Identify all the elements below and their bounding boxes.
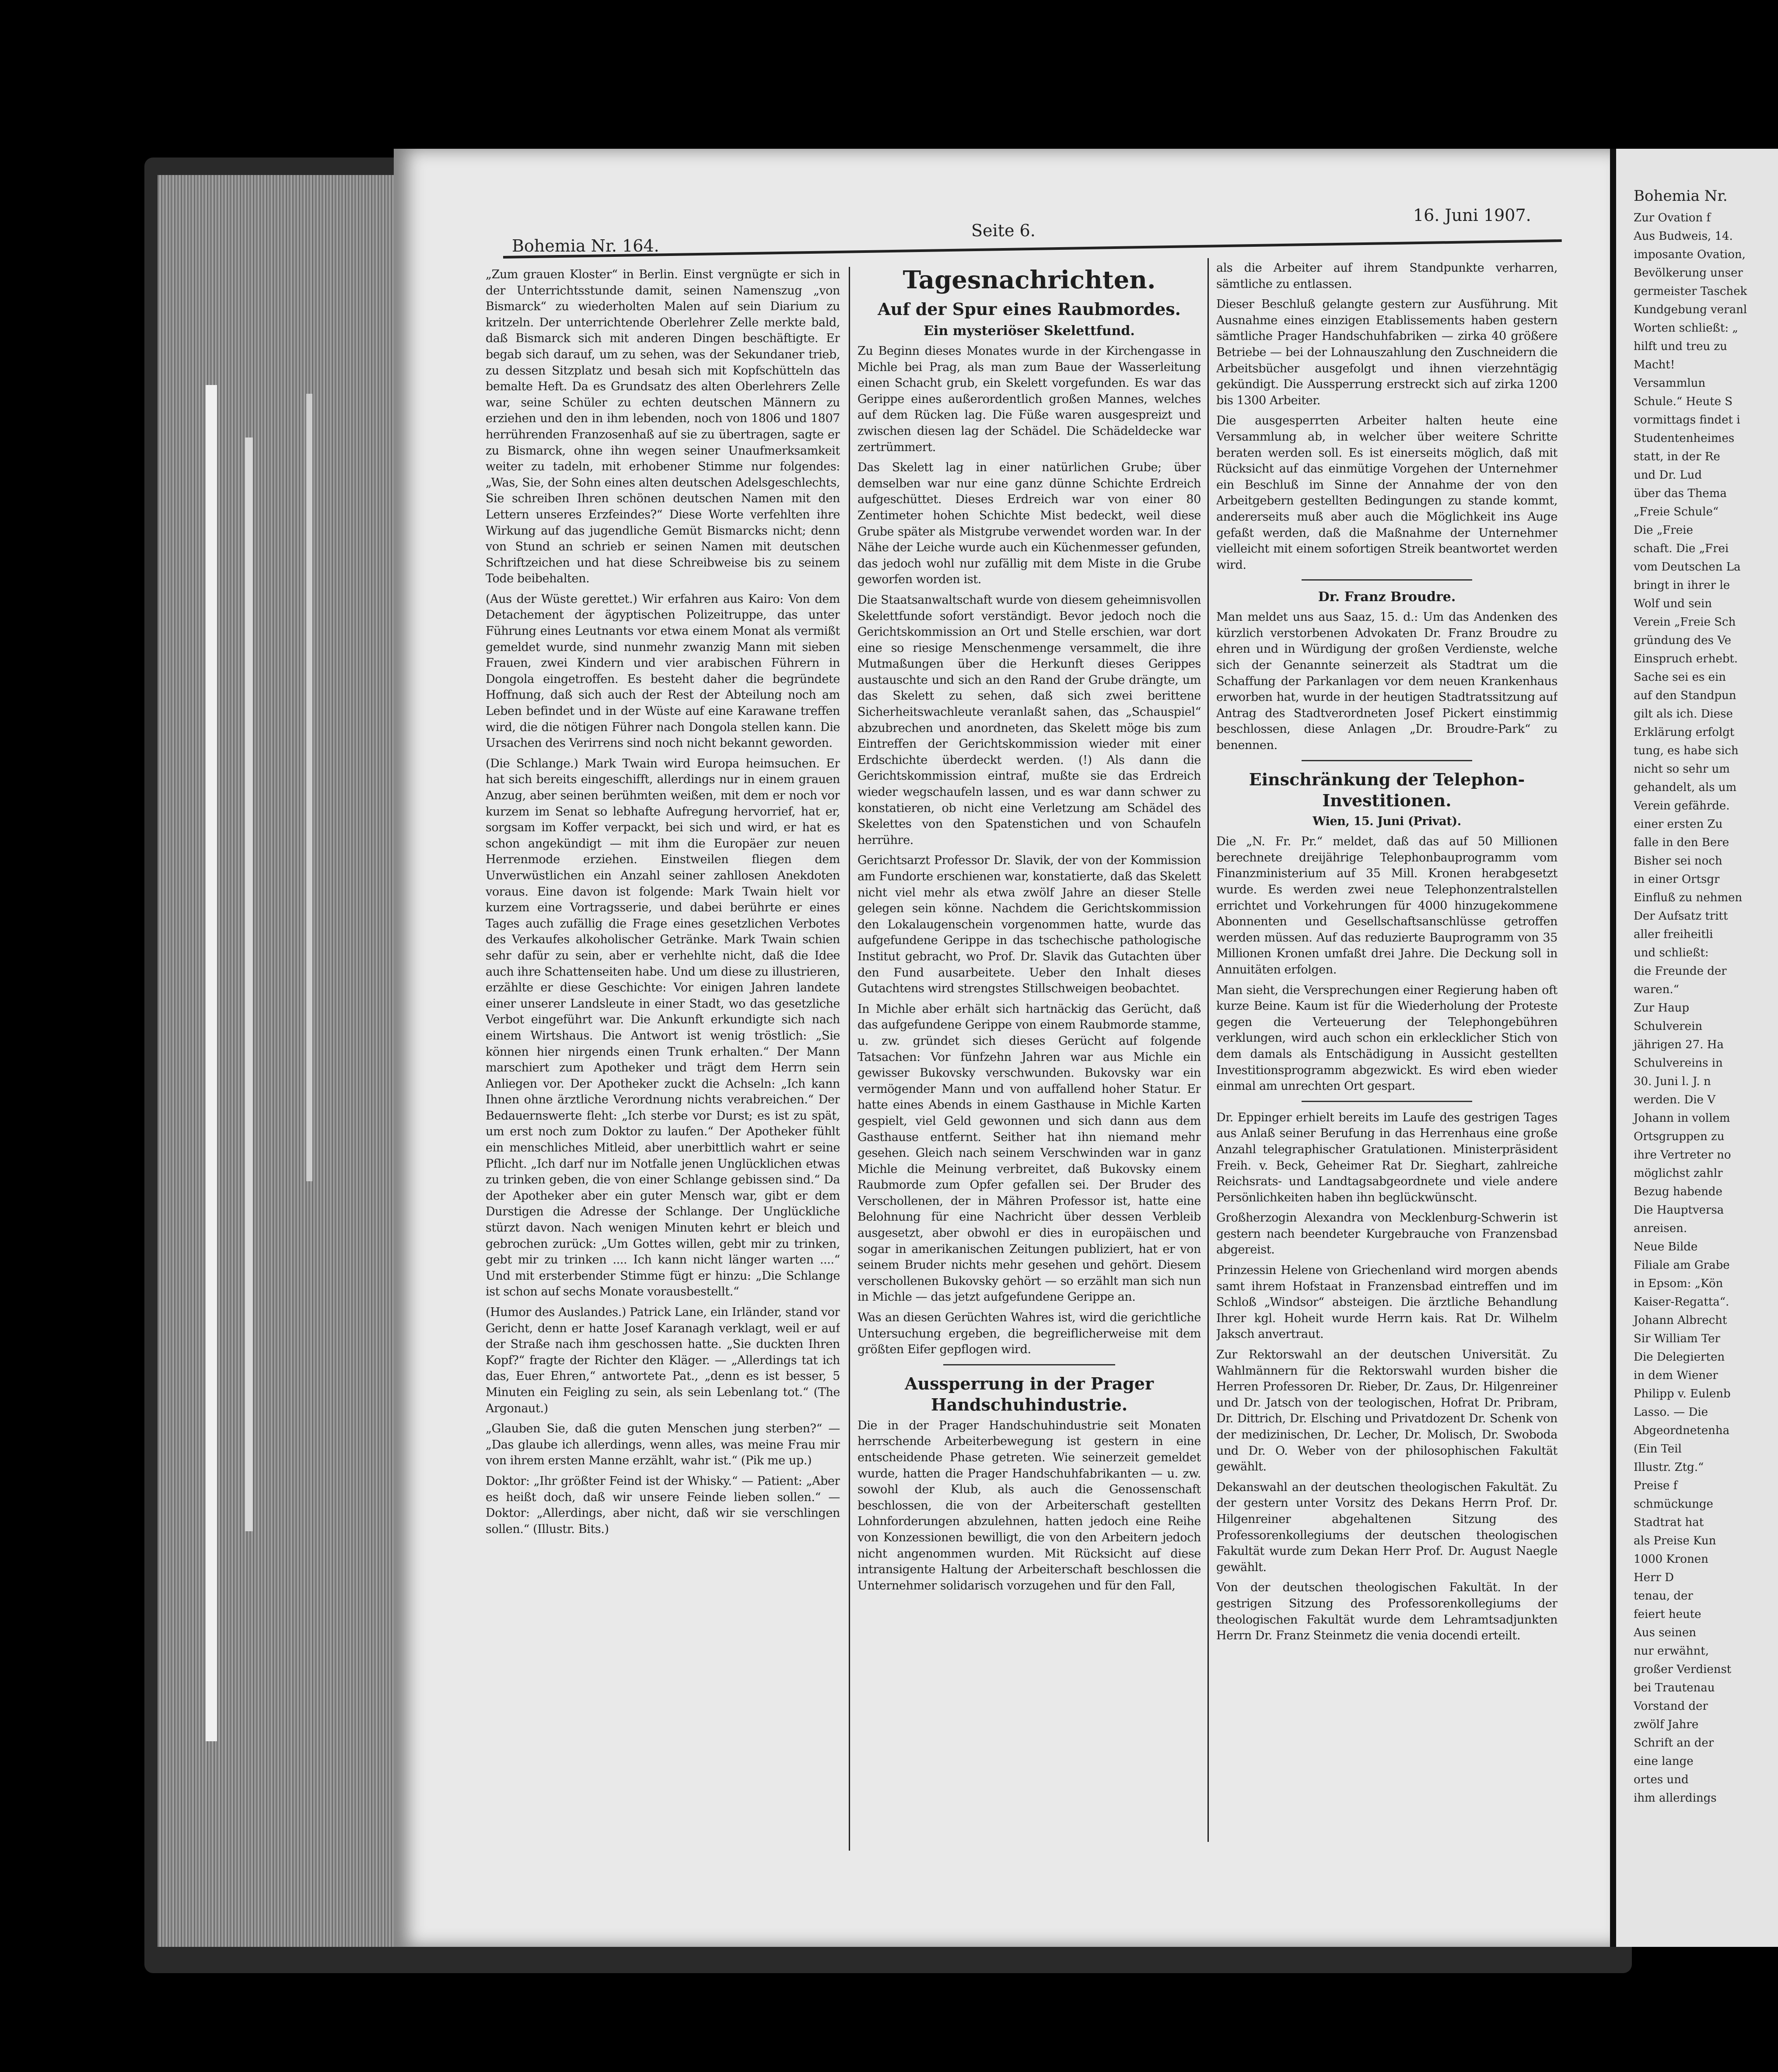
adjacent-page-line: bei Trautenau (1634, 1681, 1715, 1694)
adjacent-page-line: und Dr. Lud (1634, 469, 1702, 482)
article-paragraph: (Die Schlange.) Mark Twain wird Europa heimsuchen. Er hat sich bereits eingeschifft, allerdings nur in einem grauen Anzug, aber seinen berühmten weißen, mit dem er noch vor kurzem im Senat so lebhafte Aufregung hervorrief, hat er, sorgsam im Koffer verpackt, bei sich und wird, er hat es schon angekündigt — mit ihm die Europäer zur neuen Herrenmode erziehen. Einstweilen fliegen dem Unverwüstlichen ein Anzahl seiner zahllosen Anekdoten voraus. Eine davon ist folgende: Mark Twain hielt vor kurzem eine Vortragsserie, und dabei berührte er eines Tages auch zufällig die Frage eines gesetzlichen Verbotes des Verkaufes alkoholischer Getränke. Mark Twain schien sehr dafür zu sein, aber er verhehlte nicht, daß die Idee auch ihre Schattenseiten habe. Und um diese zu illustrieren, erzählte er diese Geschichte: Vor einigen Jahren landete einer unserer Landsleute in einer Stadt, wo das gesetzliche Verbot eingeführt war. Die Ankunft erkundigte sich nach einem Wirtshaus. Die Antwort ist wenig tröstlich: „Sie können hier nirgends einen Trunk erhalten.“ Der Mann marschiert zum Apotheker und trägt dem Herrn sein Anliegen vor. Der Apotheker zuckt die Achseln: „Ich kann Ihnen ohne ärztliche Verordnung nichts verabreichen.“ Der Bedauernswerte fleht: „Ich sterbe vor Durst; es ist zu spät, um erst noch zum Doktor zu laufen.“ Der Apotheker fühlt ein menschliches Mitleid, aber unerbittlich wahrt er seine Pflicht. „Ich darf nur im Notfalle jenen Unglücklichen etwas zu trinken geben, die von einer Schlange gebissen sind.“ Da der Apotheker aber ein guter Mensch war, gibt er dem Durstigen die Adresse der Schlange. Der Unglückliche stürzt davon. Nach wenigen Minuten kehrt er bleich und gebrochen zurück: „Um Gottes willen, gebt mir zu trinken, gebt mir zu trinken .... Ich kann nicht länger warten ....“ Und mit ersterbender Stimme fügt er hinzu: „Die Schlange ist schon auf sechs Monate vorausbestellt.“ (486, 756, 840, 1299)
page-edges (158, 175, 402, 1947)
adjacent-page-line: Macht! (1634, 358, 1675, 371)
adjacent-page-line: ihre Vertreter no (1634, 1148, 1731, 1162)
adjacent-page-line: ihm allerdings (1634, 1792, 1717, 1805)
adjacent-page-line: vormittags findet i (1634, 413, 1740, 427)
adjacent-page-line: Schulverein (1634, 1020, 1703, 1033)
adjacent-page-line: eine lange (1634, 1755, 1694, 1768)
adjacent-page-line: Die Delegierten (1634, 1351, 1725, 1364)
adjacent-page-line: in Epsom: „Kön (1634, 1277, 1723, 1290)
article-paragraph: Von der deutschen theologischen Fakultät. In der gestrigen Sitzung des Professorenkollegiums der theologischen Fakultät wurde dem Lehramtsadjunkten Herrn Dr. Franz Steinmetz die venia docendi erteilt. (1216, 1581, 1558, 1643)
paper-name: Bohemia Nr. 164. (512, 236, 659, 256)
article-paragraph: Zu Beginn dieses Monates wurde in der Kirchengasse in Michle bei Prag, als man zum Baue der Wasserleitung einen Schacht grub, ein Skelett vorgefunden. Es war das Gerippe eines außerordentlich großen Mannes, welches auf dem Rücken lag. Die Füße waren ausgespreizt und zwischen diesen lag der Schädel. Die Schädeldecke war zertrümmert. (858, 344, 1201, 454)
article-headline: Einschränkung der Telephon-Investitionen. (1249, 769, 1525, 810)
adjacent-page-line: Die „Freie (1634, 524, 1693, 537)
adjacent-page-line: Einfluß zu nehmen (1634, 891, 1743, 904)
adjacent-page-line: vom Deutschen La (1634, 560, 1741, 574)
section-title: Tagesnachrichten. (903, 266, 1156, 294)
adjacent-page-line: werden. Die V (1634, 1093, 1715, 1106)
article-paragraph: „Glauben Sie, daß die guten Menschen jung sterben?“ — „Das glaube ich allerdings, wenn alles, was meine Frau mir von ihrem ersten Manne erzählt, wahr ist.“ (Pik me up.) (486, 1422, 840, 1468)
adjacent-page-line: tung, es habe sich (1634, 744, 1739, 757)
adjacent-page-line: Ortsgruppen zu (1634, 1130, 1725, 1143)
adjacent-page-line: hilft und treu zu (1634, 340, 1727, 353)
adjacent-page-line: Erklärung erfolgt (1634, 726, 1735, 739)
column-2 (858, 265, 1201, 1857)
adjacent-page-line: Verein gefährde. (1634, 799, 1730, 812)
article-paragraph: Die Staatsanwaltschaft wurde von diesem geheimnisvollen Skelettfunde sofort verständigt. Bevor jedoch noch die Gerichtskommission an Ort und Stelle erschien, war dort eine so riesige Menschenmenge versammelt, die ihre Mutmaßungen über die Herkunft dieses Gerippes austauschte und sich an den Rand der Grube drängte, um das Skelett zu sehen, daß sich zwei berittene Sicherheitswachleute veranlaßt sahen, das „Schauspiel“ abzubrechen und anordneten, das Skelett möge bis zum Eintreffen der Gerichtskommission wieder mit einer Erdschichte überdeckt werden. (!) Als dann die Gerichtskommission eintraf, mußte sie das Erdreich wieder wegschaufeln lassen, und es war dann schwer zu konstatieren, ob nicht eine Verletzung am Schädel des Skelettes von den Spatenstichen und von Schaufeln herrühre. (858, 593, 1201, 847)
page-number: Seite 6. (971, 221, 1036, 240)
adjacent-page-line: anreisen. (1634, 1222, 1687, 1235)
adjacent-page-line: Studentenheimes (1634, 432, 1735, 445)
adjacent-page-line: Kundgebung veranl (1634, 303, 1747, 316)
adjacent-page-line: über das Thema (1634, 487, 1727, 500)
adjacent-page-line: Illustr. Ztg.“ (1634, 1461, 1704, 1474)
article-headline: Dr. Franz Broudre. (1318, 589, 1456, 605)
adjacent-page-text (1634, 188, 1778, 1809)
header-rule (503, 239, 1562, 259)
adjacent-page-line: Schrift an der (1634, 1736, 1714, 1750)
adjacent-page-line: ortes und (1634, 1773, 1689, 1786)
adjacent-page-line: Schule.“ Heute S (1634, 395, 1733, 408)
adjacent-page-line: Neue Bilde (1634, 1240, 1698, 1253)
article-divider (1302, 760, 1472, 761)
adjacent-page-line: einer ersten Zu (1634, 818, 1723, 831)
adjacent-page-line: bringt in ihrer le (1634, 579, 1730, 592)
adjacent-page-line: germeister Taschek (1634, 285, 1747, 298)
adjacent-page-line: in dem Wiener (1634, 1369, 1718, 1382)
article-divider (943, 1364, 1115, 1365)
adjacent-page-line: zwölf Jahre (1634, 1718, 1699, 1731)
adjacent-page-line: Bevölkerung unser (1634, 266, 1743, 280)
article-paragraph: Man sieht, die Versprechungen einer Regierung haben oft kurze Beine. Kaum ist für die Wiederholung der Proteste gegen die Verteuerung der Telephongebühren verklungen, wird auch schon ein erklecklicher Stich von dem damals als Entschädigung in Aussicht gestellten Investitionsprogramm abgezwickt. Es wird eben wieder einmal am unrechten Ort gespart. (1216, 983, 1558, 1093)
adjacent-page-line: schmückunge (1634, 1498, 1713, 1511)
adjacent-page-line: Zur Ovation f (1634, 211, 1711, 224)
adjacent-page-line: Filiale am Grabe (1634, 1259, 1730, 1272)
adjacent-page-line: falle in den Bere (1634, 836, 1729, 849)
adjacent-page-line: Wolf und sein (1634, 597, 1712, 610)
adjacent-page-line: gilt als ich. Diese (1634, 707, 1733, 721)
article-subheadline: Ein mysteriöser Skelettfund. (924, 323, 1135, 339)
adjacent-page-line: 30. Juni l. J. n (1634, 1075, 1711, 1088)
adjacent-page-line: Die Hauptversa (1634, 1204, 1724, 1217)
adjacent-page-line: gründung des Ve (1634, 634, 1732, 647)
adjacent-page-line: Aus seinen (1634, 1626, 1697, 1639)
page-edge-highlight (306, 394, 312, 1181)
article-paragraph: Dr. Eppinger erhielt bereits im Laufe des gestrigen Tages aus Anlaß seiner Berufung in das Herrenhaus eine große Anzahl telegraphischer Gratulationen. Ministerpräsident Freih. v. Beck, Geheimer Rat Dr. Sieghart, zahlreiche Reichsrats- und Landtagsabgeordnete und viele andere Persönlichkeiten haben ihn beglückwünscht. (1216, 1110, 1558, 1204)
adjacent-page-line: möglichst zahlr (1634, 1167, 1723, 1180)
adjacent-page-line: schaft. Die „Frei (1634, 542, 1729, 555)
adjacent-page-line: Einspruch erhebt. (1634, 652, 1738, 665)
article-dateline: Wien, 15. Juni (Privat). (1312, 814, 1461, 828)
article-paragraph: (Humor des Auslandes.) Patrick Lane, ein Irländer, stand vor Gericht, denn er hatte Josef Karanagh verklagt, weil er auf der Straße nach ihm geschossen hatte. „Sie duckten Ihren Kopf?“ fragte der Richter den Kläger. — „Allerdings tat ich das, Euer Ehren,“ antwortete Pat., „denn es ist besser, 5 Minuten ein Feigling zu sein, als sein Lebenlang tot.“ (The Argonaut.) (486, 1306, 840, 1415)
adjacent-page-line: nicht so sehr um (1634, 763, 1730, 776)
column-rule (1208, 258, 1209, 1842)
article-headline: Auf der Spur eines Raubmordes. (878, 299, 1181, 319)
adjacent-page-line: Vorstand der (1634, 1700, 1708, 1713)
adjacent-page-line: feiert heute (1634, 1608, 1701, 1621)
adjacent-paper-name: Bohemia Nr. (1634, 187, 1728, 205)
adjacent-page-line: Verein „Freie Sch (1634, 616, 1736, 629)
article-headline: Aussperrung in der Prager Handschuhindustrie. (904, 1373, 1154, 1414)
adjacent-page-line: Herr D (1634, 1571, 1674, 1584)
adjacent-page-line: Schulvereins in (1634, 1057, 1723, 1070)
column-3 (1216, 260, 1558, 1862)
adjacent-page-line: nur erwähnt, (1634, 1645, 1709, 1658)
adjacent-page-line: Sache sei es ein (1634, 671, 1726, 684)
adjacent-page-line: Aus Budweis, 14. (1634, 230, 1733, 243)
adjacent-page-line: 1000 Kronen (1634, 1553, 1708, 1566)
article-paragraph: Zur Rektorswahl an der deutschen Universität. Zu Wahlmännern für die Rektorswahl wurden bisher die Herren Professoren Dr. Rieber, Dr. Zaus, Dr. Hilgenreiner und Dr. Jatsch von der teologischen, Hofrat Dr. Pribram, Dr. Dittrich, Dr. Elsching und Privatdozent Dr. Schenk von der medizinischen, Dr. Lecher, Dr. Molisch, Dr. Swoboda und Dr. O. Weber von der philosophischen Fakultät gewählt. (1216, 1348, 1558, 1474)
adjacent-page-line: Johann Albrecht (1634, 1314, 1727, 1327)
article-paragraph: Doktor: „Ihr größter Feind ist der Whisky.“ — Patient: „Aber es heißt doch, daß wir unsere Feinde lieben sollen.“ — Doktor: „Allerdings, aber nicht, daß wir sie verschlingen sollen.“ (Illustr. Bits.) (486, 1474, 840, 1536)
adjacent-page-line: Preise f (1634, 1479, 1678, 1492)
issue-date: 16. Juni 1907. (1413, 206, 1531, 225)
newspaper-page (394, 149, 1610, 1947)
adjacent-page-line: Kaiser-Regatta“. (1634, 1295, 1729, 1309)
article-paragraph: Prinzessin Helene von Griechenland wird morgen abends samt ihrem Hofstaat in Franzensbad eintreffen und im Schloß „Windsor“ absteigen. Die ärztliche Behandlung Ihrer kgl. Hoheit wurde Herrn kais. Rat Dr. Wilhelm Jaksch anvertraut. (1216, 1264, 1558, 1341)
adjacent-page-line: Worten schließt: „ (1634, 322, 1738, 335)
column-rule (849, 267, 850, 1851)
article-divider (1302, 579, 1472, 581)
adjacent-page-line: großer Verdienst (1634, 1663, 1732, 1676)
article-paragraph: Großherzogin Alexandra von Mecklenburg-Schwerin ist gestern nach beendeter Kurgebrauche von Franzensbad abgereist. (1216, 1211, 1558, 1257)
article-paragraph: Das Skelett lag in einer natürlichen Grube; über demselben war nur eine ganz dünne Schichte Erdreich aufgeschüttet. Dieses Erdreich war von einer 80 Zentimeter hohen Schichte Mist bedeckt, weil diese Grube später als Mistgrube verwendet worden war. In der Nähe der Leiche wurde auch ein Küchenmesser gefunden, das jedoch wohl nur zufällig mit dem Miste in die Grube geworfen worden ist. (858, 461, 1201, 587)
adjacent-page-line: Abgeordnetenha (1634, 1424, 1730, 1437)
adjacent-page-line: als Preise Kun (1634, 1534, 1716, 1547)
adjacent-page-line: Versammlun (1634, 377, 1706, 390)
page-edge-highlight (245, 438, 253, 1531)
adjacent-page-line: imposante Ovation, (1634, 248, 1746, 261)
article-paragraph: Die ausgesperrten Arbeiter halten heute eine Versammlung ab, in welcher über weitere Schritte beraten werden soll. Es ist einerseits möglich, daß mit Rücksicht auf das einmütige Vorgehen der Unternehmer ein Beschluß im Sinne der Annahme der von den Arbeitgebern gestellten Bedingungen zu stande kommt, andererseits muß aber auch die Möglichkeit ins Auge gefaßt werden, daß die Maßnahme der Unternehmer vielleicht mit einem sofortigen Streik beantwortet werden wird. (1216, 414, 1558, 572)
adjacent-page-line: Stadtrat hat (1634, 1516, 1704, 1529)
adjacent-page-line: Philipp v. Eulenb (1634, 1387, 1731, 1400)
article-paragraph: Gerichtsarzt Professor Dr. Slavik, der von der Kommission am Fundorte erschienen war, konstatierte, daß das Skelett nicht viel mehr als etwa zwölf Jahre an dieser Stelle gelegen sein könne. Nachdem die Gerichtskommission den Lokalaugenschein vorgenommen hatte, wurde das aufgefundene Gerippe in das tschechische pathologische Institut gebracht, wo Prof. Dr. Slavik das Gutachten über den Fund ausarbeitete. Ueber den Inhalt dieses Gutachtens wird strengstes Stillschweigen beobachtet. (858, 854, 1201, 996)
adjacent-page-line: „Freie Schule“ (1634, 505, 1719, 518)
adjacent-page-line: auf den Standpun (1634, 689, 1736, 702)
article-paragraph: Dekanswahl an der deutschen theologischen Fakultät. Zu der gestern unter Vorsitz des Dekans Herrn Prof. Dr. Hilgenreiner abgehaltenen Sitzung des Professorenkollegiums der deutschen theologischen Fakultät wurde zum Dekan Herr Prof. Dr. August Naegle gewählt. (1216, 1480, 1558, 1574)
adjacent-page-line: (Ein Teil (1634, 1442, 1682, 1456)
adjacent-page-line: gehandelt, als um (1634, 781, 1737, 794)
adjacent-page-line: die Freunde der (1634, 965, 1727, 978)
adjacent-page-line: Lasso. — Die (1634, 1406, 1708, 1419)
article-paragraph: Die in der Prager Handschuhindustrie seit Monaten herrschende Arbeiterbewegung ist gestern in eine entscheidende Phase getreten. Wie seinerzeit gemeldet wurde, hatten die Prager Handschuhfabrikanten — u. zw. sowohl der Klub, als auch die Genossenschaft beschlossen, die von der Arbeiterschaft gestellten Lohnforderungen abzulehnen, hatten jedoch eine Reihe von Konzessionen bewilligt, die von den Arbeitern jedoch nicht angenommen wurden. Mit Rücksicht auf diese intransigente Haltung der Arbeiterschaft beschlossen die Unternehmer solidarisch vorzugehen und für den Fall, (858, 1418, 1201, 1592)
adjacent-page (1610, 149, 1778, 1947)
column-1 (486, 267, 840, 1859)
adjacent-page-line: in einer Ortsgr (1634, 873, 1720, 886)
adjacent-page-line: aller freiheitli (1634, 928, 1713, 941)
adjacent-page-line: tenau, der (1634, 1589, 1693, 1603)
adjacent-page-line: und schließt: (1634, 946, 1709, 959)
adjacent-page-line: Bisher sei noch (1634, 854, 1722, 868)
adjacent-page-line: Der Aufsatz tritt (1634, 910, 1728, 923)
adjacent-page-line: Johann in vollem (1634, 1112, 1730, 1125)
article-paragraph: Man meldet uns aus Saaz, 15. d.: Um das Andenken des kürzlich verstorbenen Advokaten Dr. Franz Broudre zu ehren und in Würdigung der großen Verdienste, welche sich der Genannte seinerzeit als Stadtrat um die Schaffung der Parkanlagen vor dem neuen Krankenhaus erworben hat, wurde in der heutigen Stadtratssitzung auf Antrag des Stadtverordneten Josef Pickert einstimmig beschlossen, diese Anlagen „Dr. Broudre-Park“ zu benennen. (1216, 610, 1558, 752)
article-paragraph: als die Arbeiter auf ihrem Standpunkte verharren, sämtliche zu entlassen. (1216, 261, 1558, 291)
adjacent-page-line: waren.“ (1634, 983, 1679, 996)
adjacent-page-line: Bezug habende (1634, 1185, 1722, 1198)
article-paragraph: In Michle aber erhält sich hartnäckig das Gerücht, daß das aufgefundene Gerippe von einem Raubmorde stamme, u. zw. gründet sich dieses Gerücht auf folgende Tatsachen: Vor fünfzehn Jahren war aus Michle ein gewisser Bukovsky verschwunden. Bukovsky war ein vermögender Mann und von auffallend hoher Statur. Er hatte eines Abends in einem Gasthause in Michle Karten gespielt, viel Geld gewonnen und sich dann aus dem Gasthause entfernt. Seither hat ihn niemand mehr gesehen. Gleich nach seinem Verschwinden war in ganz Michle die Meinung verbreitet, daß Bukovsky einem Raubmorde zum Opfer gefallen sei. Der Bruder des Verschollenen, der in Mähren Professor ist, hatte eine Belohnung für eine Nachricht über dessen Verbleib ausgesetzt, aber obwohl er dies in europäischen und sogar in amerikanischen Zeitungen publiziert, hat er von seinem Bruder nichts mehr gesehen und gehört. Diesem verschollenen Bukovsky gehört — so erzählt man sich nun in Michle — das jetzt aufgefundene Gerippe an. (858, 1002, 1201, 1304)
adjacent-page-line: statt, in der Re (1634, 450, 1720, 463)
article-paragraph: Die „N. Fr. Pr.“ meldet, daß das auf 50 Millionen berechnete dreijährige Telephonbauprogramm vom Finanzministerium auf 35 Mill. Kronen herabgesetzt wurde. Es werden zwei neue Telephonzentralstellen errichtet und Vorkehrungen für 4000 hinzugekommene Abonnenten und Gesellschaftsanschlüsse getroffen werden müssen. Auf das reduzierte Bauprogramm von 35 Millionen Kronen umfaßt drei Jahre. Die Deckung soll in Annuitäten erfolgen. (1216, 835, 1558, 976)
adjacent-page-line: jährigen 27. Ha (1634, 1038, 1724, 1051)
article-paragraph: Was an diesen Gerüchten Wahres ist, wird die gerichtliche Untersuchung ergeben, die begreiflicherweise mit dem größten Eifer gepflogen wird. (858, 1311, 1201, 1357)
adjacent-page-line: Sir William Ter (1634, 1332, 1720, 1345)
article-paragraph: Dieser Beschluß gelangte gestern zur Ausführung. Mit Ausnahme eines einzigen Etablissements haben gestern sämtliche Prager Handschuhfabriken — zirka 40 größere Betriebe — bei der Lohnauszahlung den Zuschneidern die Arbeitsbücher ausgefolgt und ihnen vierzehntägig gekündigt. Die Aussperrung erstreckt sich auf zirka 1200 bis 1300 Arbeiter. (1216, 298, 1558, 407)
article-paragraph: „Zum grauen Kloster“ in Berlin. Einst vergnügte er sich in der Unterrichtsstunde damit, seinen Namenszug „von Bismarck“ zu wiederholten Malen auf sein Diarium zu kritzeln. Der unterrichtende Oberlehrer Zelle merkte bald, daß Bismarck sich mit anderen Dingen beschäftigte. Er begab sich darauf, um zu sehen, was der Sekundaner trieb, zu dessen Sitzplatz und besah sich mit Kopfschütteln das bemalte Heft. Da es Grundsatz des alten Oberlehrers Zelle war, seine Schüler zu echten deutschen Männern zu erziehen und den in ihm lebenden, noch von 1806 und 1807 herrührenden Franzosenhaß auf sie zu übertragen, sagte er zu Bismarck, ohne ihn wegen seiner Unaufmerksamkeit weiter zu tadeln, mit erhobener Stimme nur folgendes: „Was, Sie, der Sohn eines alten deutschen Adelsgeschlechts, Sie schreiben Ihren schönen deutschen Namen mit den Lettern unseres Erzfeindes?“ Diese Worte verfehlten ihre Wirkung auf das jugendliche Gemüt Bismarcks nicht; denn von Stund an schrieb er seinen Namen mit deutschen Schriftzeichen und hat diese Schreibweise bis zu seinem Tode beibehalten. (486, 268, 840, 586)
article-paragraph: (Aus der Wüste gerettet.) Wir erfahren aus Kairo: Von dem Detachement der ägyptischen Polizeitruppe, das unter Führung eines Leutnants vor etwa einem Monat als vermißt gemeldet wurde, sind nunmehr zwanzig Mann mit sieben Frauen, zwei Kindern und vier arabischen Führern in Dongola eingetroffen. Es besteht daher die begründete Hoffnung, daß sich auch der Rest der Abteilung noch am Leben befindet und in der Wüste auf eine Karawane treffen wird, die die nötigen Führer nach Dongola stellen kann. Die Ursachen des Verirrens sind noch nicht bekannt geworden. (486, 592, 840, 750)
adjacent-page-line: Zur Haup (1634, 1001, 1690, 1015)
page-edge-highlight (206, 385, 217, 1741)
article-divider (1302, 1101, 1472, 1102)
